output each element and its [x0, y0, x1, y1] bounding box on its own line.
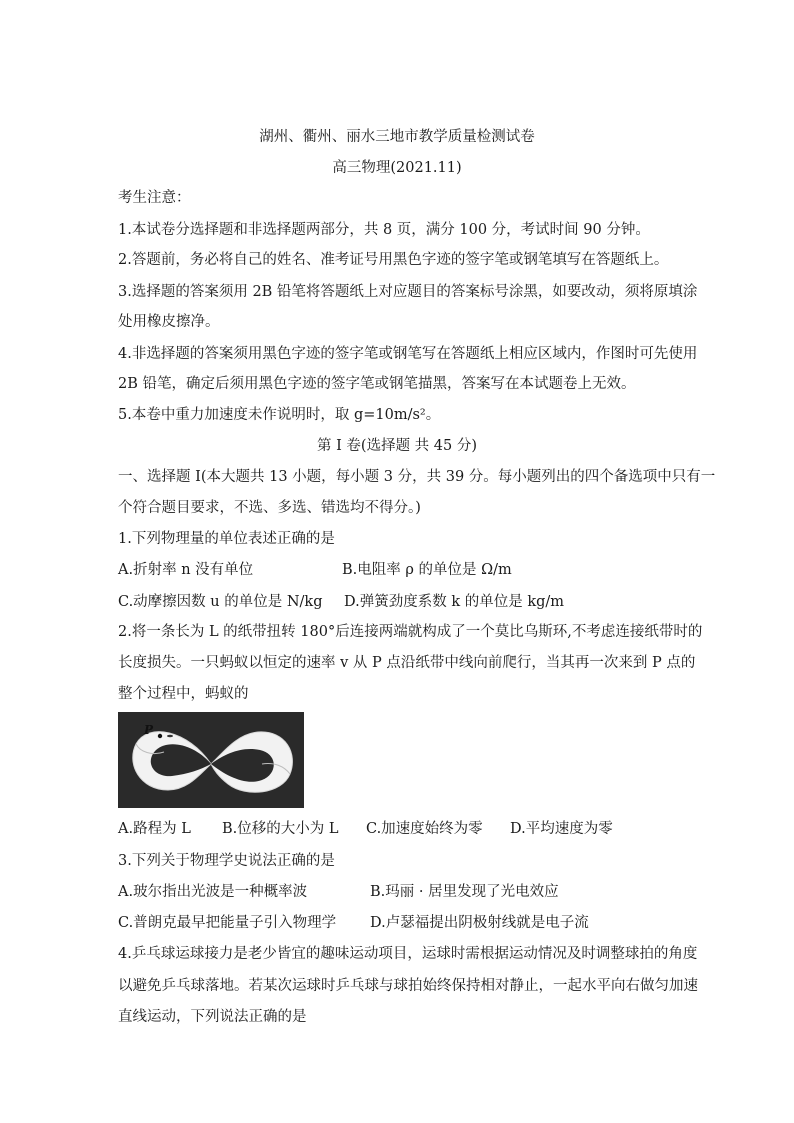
question-3-option-a: A.玻尔指出光波是一种概率波 — [118, 884, 308, 900]
question-3-option-c: C.普朗克最早把能量子引入物理学 — [118, 915, 337, 931]
question-3-option-b: B.玛丽 · 居里发现了光电效应 — [370, 884, 559, 900]
question-4-stem: 4.乒乓球运球接力是老少皆宜的趣味运动项目，运球时需根据运动情况及时调整球拍的角度 — [118, 946, 698, 962]
notice-item: 5.本卷中重力加速度未作说明时，取 g=10m/s²。 — [118, 407, 441, 423]
question-2-option-d: D.平均速度为零 — [510, 821, 613, 837]
exam-title: 湖州、衢州、丽水三地市教学质量检测试卷 — [259, 129, 535, 145]
question-1-option-a: A.折射率 n 没有单位 — [118, 562, 254, 578]
section-intro: 一、选择题 I(本大题共 13 小题，每小题 3 分，共 39 分。每小题列出的四个备选项中只有一 — [118, 469, 716, 485]
ant-icon — [167, 735, 173, 737]
question-3-option-d: D.卢瑟福提出阴极射线就是电子流 — [370, 915, 589, 931]
exam-subtitle: 高三物理(2021.11) — [332, 160, 462, 176]
question-2-stem: 2.将一条长为 L 的纸带扭转 180°后连接两端就构成了一个莫比乌斯环,不考虑连接纸带时的 — [118, 624, 703, 640]
question-4-stem: 直线运动，下列说法正确的是 — [118, 1009, 307, 1025]
question-1-option-d: D.弹簧劲度系数 k 的单位是 kg/m — [344, 594, 565, 610]
section-intro: 个符合题目要求，不选、多选、错选均不得分。) — [118, 500, 421, 516]
question-1-stem: 1.下列物理量的单位表述正确的是 — [118, 531, 335, 547]
notice-item: 4.非选择题的答案须用黑色字迹的签字笔或钢笔写在答题纸上相应区域内，作图时可先使用 — [118, 346, 698, 362]
notice-item: 2B 铅笔，确定后须用黑色字迹的签字笔或钢笔描黑，答案写在本试题卷上无效。 — [118, 376, 636, 392]
question-2-option-b: B.位移的大小为 L — [222, 821, 339, 837]
question-2-stem: 整个过程中，蚂蚁的 — [118, 686, 249, 702]
mobius-strip-figure — [118, 712, 304, 808]
notice-heading: 考生注意： — [118, 190, 191, 206]
question-1-option-b: B.电阻率 ρ 的单位是 Ω/m — [342, 562, 512, 578]
notice-item: 3.选择题的答案须用 2B 铅笔将答题纸上对应题目的答案标号涂黑，如要改动，须将原填涂 — [118, 284, 698, 300]
section-title: 第 I 卷(选择题 共 45 分) — [316, 438, 478, 454]
question-4-stem: 以避免乒乓球落地。若某次运球时乒乓球与球拍始终保持相对静止，一起水平向右做匀加速 — [118, 978, 698, 994]
mobius-strip-image — [118, 712, 304, 808]
question-3-stem: 3.下列关于物理学史说法正确的是 — [118, 853, 335, 869]
notice-item: 1.本试卷分选择题和非选择题两部分，共 8 页，满分 100 分，考试时间 90 分钟。 — [118, 222, 650, 238]
notice-item: 2.答题前，务必将自己的姓名、准考证号用黑色字迹的签字笔或钢笔填写在答题纸上。 — [118, 252, 669, 268]
question-2-stem: 长度损失。一只蚂蚁以恒定的速率 v 从 P 点沿纸带中线向前爬行，当其再一次来到 P 点的 — [118, 655, 696, 671]
question-2-option-a: A.路程为 L — [118, 821, 191, 837]
question-1-option-c: C.动摩擦因数 u 的单位是 N/kg — [118, 594, 323, 610]
point-p-marker — [158, 734, 162, 738]
point-p-label: P — [144, 723, 154, 737]
notice-item: 处用橡皮擦净。 — [118, 314, 220, 330]
question-2-option-c: C.加速度始终为零 — [366, 821, 483, 837]
